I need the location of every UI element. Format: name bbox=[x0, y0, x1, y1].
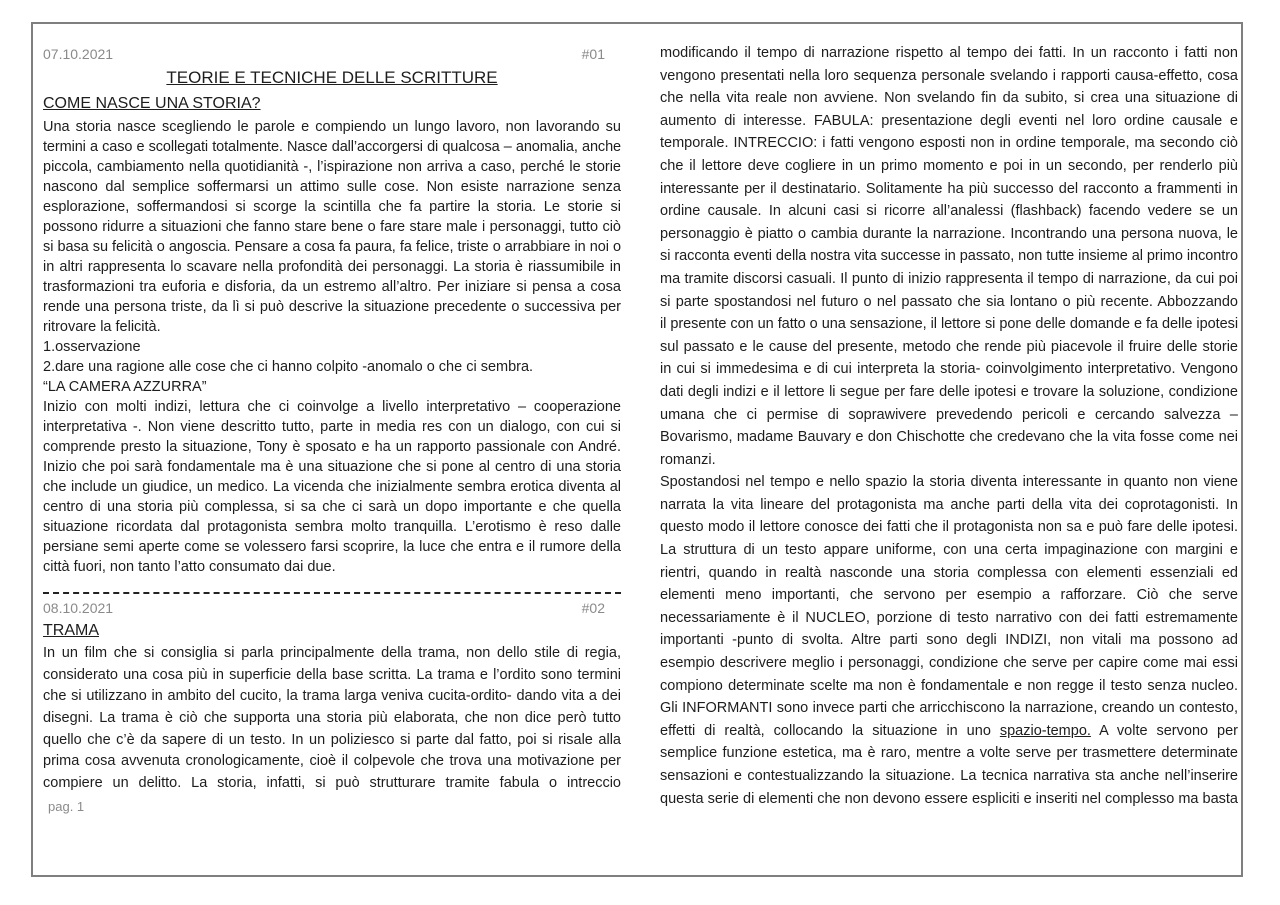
entry-02 bbox=[43, 597, 621, 795]
text-line: che il lettore deve cogliere in un primo momento e poi in un secondo, per renderlo più bbox=[660, 157, 1238, 174]
paragraph bbox=[660, 471, 1238, 810]
entry-body bbox=[43, 643, 621, 795]
text-line: quello che c’è da sapere di un testo. In un poliziesco si parte dal fatto, poi si risale alla bbox=[43, 731, 621, 748]
right-column bbox=[660, 42, 1238, 810]
text-line: in cui si immedesima e di cui interpreta la storia- coinvolgimento interpretativo. Vengono bbox=[660, 361, 1238, 378]
text-line: Bovarismo, madame Bauvary e don Chischotte che credevano che la vita fosse come nei bbox=[660, 429, 1238, 446]
paragraph bbox=[43, 397, 621, 577]
entry-header bbox=[43, 43, 621, 65]
text-line: si parte spostandosi nel futuro o nel passato che sia lontano o più recente. Abbozzando bbox=[660, 293, 1238, 310]
text-line: in altri rappresenta lo scavare nella profondità dei personaggi. La storia è riassumibile in bbox=[43, 259, 621, 275]
text-segment: A volte servono per bbox=[1090, 722, 1238, 739]
text-line: Una storia nasce scegliendo le parole e compiendo un lungo lavoro, non lavorando su bbox=[43, 119, 621, 135]
paragraph bbox=[43, 357, 621, 377]
entry-number: #02 bbox=[581, 600, 605, 616]
text-line: modificando il tempo di narrazione rispetto al tempo dei fatti. In un racconto i fatti non bbox=[660, 45, 1238, 61]
text-line: considerato una cosa più in superficie della base scritta. La trama e l’ordito sono termini bbox=[43, 666, 621, 683]
text-line: che include un giudice, un medico. La vicenda che inizialmente sembra erotica diventa al bbox=[43, 479, 621, 495]
text-line: ritrovare la felicità. bbox=[43, 319, 161, 335]
text-line: narrata la vita lineare del protagonista ma anche parti della vita dei coprotagonisti. In bbox=[660, 496, 1238, 513]
text-line: umana che ci permise di soprawivere prevedendo pericoli e cercando salvezza – bbox=[660, 406, 1238, 423]
text-line: sensazioni e contestualizzando la situazione. La tecnica narrativa sta anche nell’inserire bbox=[660, 768, 1238, 784]
entry-header bbox=[43, 597, 621, 619]
text-line bbox=[660, 720, 1238, 743]
text-line: Inizio che poi sarà fondamentale ma è una situazione che si pone al centro di una storia bbox=[43, 459, 621, 475]
entry-date: 08.10.2021 bbox=[43, 600, 114, 616]
text-line: semplice funzione estetica, ma è raro, mentre a volte serve per trasmettere determinate bbox=[660, 745, 1238, 762]
text-line: ordine causale. In alcuni casi si ricorre all’analessi (flashback) facendo vedere se un bbox=[660, 203, 1238, 220]
text-line: sul passato e le cause del presente, metodo che rende più piacevole il fruire delle storie bbox=[660, 338, 1238, 355]
text-line: elementi meno importanti, che servono per esempio a rafforzare. Ciò che serve bbox=[660, 587, 1238, 604]
entry-separator bbox=[43, 592, 621, 594]
text-line: Gli INFORMANTI sono invece parti che arricchiscono la narrazione, creando un contesto, bbox=[660, 700, 1238, 717]
entry-body bbox=[43, 117, 621, 577]
text-segment: effetti di realtà, collocando la situazione in uno bbox=[660, 722, 1000, 739]
underlined-term: spazio-tempo. bbox=[999, 722, 1091, 739]
text-line: rientri, quando in realtà nasconde una storia complessa con elementi essenziali ed bbox=[660, 564, 1238, 581]
text-line: situazione ricordata dal protagonista sembra molto tranquilla. L’erotismo è reso dalle bbox=[43, 519, 621, 535]
text-line: si basa su felicità o angoscia. Pensare a cosa fa paura, fa felice, triste o arrabbiare in noi o bbox=[43, 239, 621, 255]
text-line: nascono dal semplice soffermarsi un attimo sulle cose. Non esiste narrazione senza bbox=[43, 179, 621, 195]
paragraph bbox=[43, 643, 621, 795]
paragraph bbox=[43, 117, 621, 337]
text-line: persiane semi aperte come se volessero farsi scoprire, la luce che entra e il rumore della bbox=[43, 539, 621, 555]
text-line: esplorazione, soffermandosi si scorge la scintilla che fa partire la storia. Le storie si bbox=[43, 199, 621, 215]
text-line: compiono determinate scelte ma non è fondamentale e non regge il testo senza nucleo. bbox=[660, 677, 1238, 694]
text-line: necessariamente è il NUCLEO, porzione di testo narrativo con dei fatti estremamente bbox=[660, 609, 1238, 626]
text-line: “LA CAMERA AZZURRA” bbox=[43, 379, 207, 395]
paragraph bbox=[43, 337, 621, 357]
text-line: possono ridurre a situazioni che fanno stare bene o fare stare male i personaggi, tutto ciò bbox=[43, 219, 621, 235]
text-line: importanti -punto di svolta. Altre parti sono degli INDIZI, non vitali ma possono ad bbox=[660, 632, 1238, 649]
paragraph bbox=[660, 42, 1238, 471]
page-number: pag. 1 bbox=[48, 799, 85, 814]
text-line: dati degli indizi e il lettore li segue per fare delle ipotesi e trovare la soluzione, condizione bbox=[660, 383, 1238, 400]
text-line: 2.dare una ragione alle cose che ci hanno colpito -anomalo o che ci sembra. bbox=[43, 359, 534, 375]
text-line: comprende presto la situazione, Tony è sposato e ha un rapporto passionale con André. bbox=[43, 439, 621, 455]
text-line: personaggio è piatto o cambia durante la narrazione. Incontrando una persona nuova, le bbox=[660, 225, 1238, 242]
text-line: interpretativa -. Non viene descritto tutto, parte in media res con un dialogo, con cui si bbox=[43, 419, 621, 435]
text-line: romanzi. bbox=[660, 451, 716, 468]
text-line: rende una persona triste, da lì si può descrive la situazione precedente o successiva per bbox=[43, 299, 621, 315]
text-line: vengono presentati nella loro sequenza personale svelando i rapporti causa-effetto, cosa bbox=[660, 67, 1238, 84]
text-line: Inizio con molti indizi, lettura che ci coinvolge a livello interpretativo – cooperazione bbox=[43, 399, 621, 415]
entry-number: #01 bbox=[581, 46, 605, 62]
text-line: Spostandosi nel tempo e nello spazio la storia diventa interessante in quanto non viene bbox=[660, 474, 1238, 491]
text-line: piccola, cambiamento nella quotidianità -, l’ispirazione non arriva a caso, perché le storie bbox=[43, 159, 621, 175]
text-line: che nella vita reale non avviene. Non svelando fin da subito, si crea una situazione di bbox=[660, 90, 1238, 107]
text-line: si racconta eventi della nostra vita successe in passato, non tutte insieme al primo incontro bbox=[660, 248, 1239, 265]
section-heading: TRAMA bbox=[43, 622, 99, 639]
text-line: aumento di interesse. FABULA: presentazione degli eventi nel loro ordine causale e bbox=[660, 112, 1238, 129]
paragraph bbox=[43, 377, 621, 397]
text-line: In un film che si consiglia si parla principalmente della trama, non dello stile di regia, bbox=[43, 645, 621, 661]
text-line: compiere un delitto. La storia, infatti, si può strutturare tramite fabula o intreccio bbox=[43, 775, 621, 792]
text-line: esempio descrivere meglio i personaggi, condizione che serve per capire come mai essi bbox=[660, 655, 1238, 672]
text-line: ma tramite discorsi casuali. Il punto di inizio rappresenta il tempo di narrazione, da cui poi bbox=[660, 270, 1238, 287]
text-line: questo modo il lettore conosce dei fatti che il protagonista non sa e può fare delle ipotesi. bbox=[660, 519, 1238, 536]
text-line: che si utilizzano in ambito del cucito, la trama larga veniva cucita-ordito- dando vita a dei bbox=[43, 688, 621, 705]
text-line: interessante per il destinatario. Solitamente ha più successo del racconto a frammenti in bbox=[660, 180, 1238, 197]
text-line: La struttura di un testo appare uniforme, con una certa impaginazione con margini e bbox=[660, 542, 1238, 559]
section-heading: COME NASCE UNA STORIA? bbox=[43, 95, 261, 112]
text-line: temporale. INTRECCIO: i fatti vengono esposti non in ordine temporale, ma secondo ciò bbox=[660, 135, 1238, 152]
text-line: città fuori, non tanto l’atto consumato dai due. bbox=[43, 559, 336, 575]
text-line: questa serie di elementi che non devono essere espliciti e inseriti nel complesso ma basta bbox=[660, 790, 1238, 807]
text-line: il presente con un fatto o una sensazione, il lettore si pone delle domande e fa delle ipotesi bbox=[660, 316, 1238, 333]
entry-body-continued bbox=[660, 42, 1238, 810]
text-line: centro di una storia più complessa, si sa che ci sarà un dopo importante e che quella bbox=[43, 499, 621, 515]
document-title: TEORIE E TECNICHE DELLE SCRITTURE bbox=[166, 68, 498, 87]
entry-01 bbox=[43, 43, 621, 577]
entry-date: 07.10.2021 bbox=[43, 46, 114, 62]
text-line: termini a caso e scollegati totalmente. Nasce dall’accorgersi di qualcosa – anomalia, anche bbox=[43, 139, 621, 155]
text-line: trasformazioni tra euforia e disforia, da un estremo all’altro. Per iniziare si pensa a cosa bbox=[43, 279, 621, 295]
text-line: disegni. La trama è ciò che supporta una storia più elaborata, che non dice però tutto bbox=[43, 710, 621, 727]
text-line: prima cosa avvenuta cronologicamente, cioè il colpevole che trova una motivazione per bbox=[43, 753, 621, 770]
text-line: 1.osservazione bbox=[43, 339, 141, 355]
